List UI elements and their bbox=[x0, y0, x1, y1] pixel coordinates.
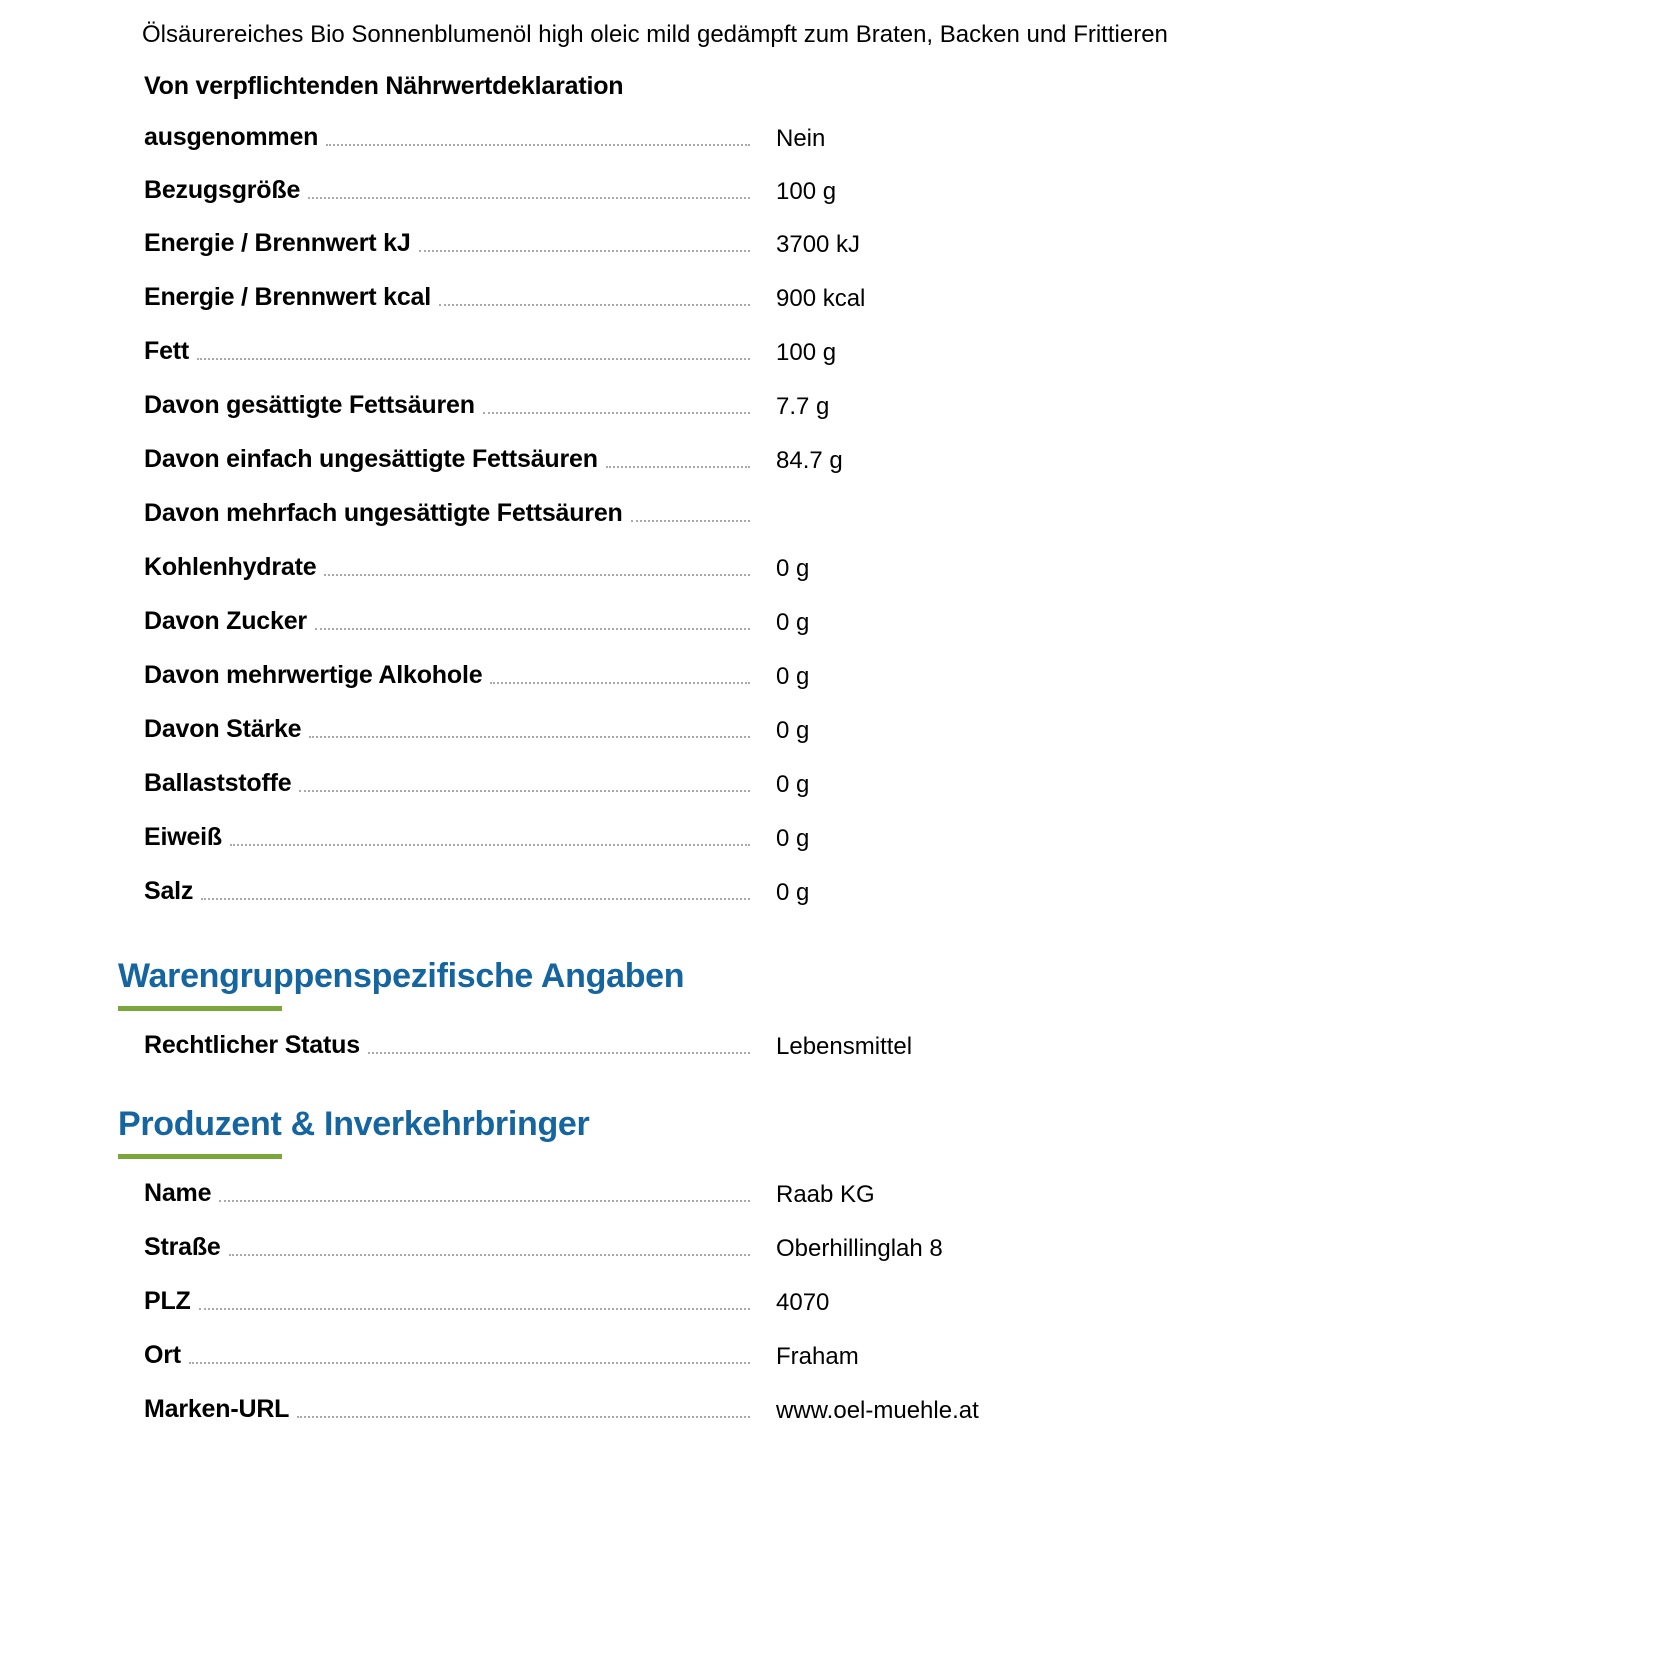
row-value: 100 g bbox=[776, 178, 837, 205]
leader-dots bbox=[606, 466, 750, 468]
produzent-row-plz bbox=[144, 1281, 1044, 1321]
nutrition-row-ausgenommen bbox=[144, 117, 1044, 157]
nutrition-row-kohlenhydrate bbox=[144, 547, 1044, 587]
nutrition-row-bezugsgroesse bbox=[144, 170, 1044, 210]
row-label: Ballaststoffe bbox=[144, 769, 292, 797]
leader-dots bbox=[201, 898, 750, 900]
nutrition-row-ballaststoffe bbox=[144, 763, 1044, 803]
leader-dots bbox=[315, 628, 750, 630]
brand-url-link[interactable]: www.oel-muehle.at bbox=[776, 1397, 979, 1424]
row-label: Salz bbox=[144, 877, 194, 905]
row-label: Kohlenhydrate bbox=[144, 553, 317, 581]
nutrition-row-fett bbox=[144, 331, 1044, 371]
row-value: 0 g bbox=[776, 879, 810, 906]
row-label: Davon mehrfach ungesättigte Fettsäuren bbox=[144, 499, 623, 527]
warengruppe-row-rechtlicher-status bbox=[144, 1025, 1044, 1065]
row-value: Nein bbox=[776, 125, 826, 152]
leader-dots bbox=[229, 1254, 750, 1256]
leader-dots bbox=[631, 520, 750, 522]
row-label: Davon gesättigte Fettsäuren bbox=[144, 391, 475, 419]
row-value: Oberhillinglah 8 bbox=[776, 1235, 943, 1262]
row-label: ausgenommen bbox=[144, 123, 319, 151]
nutrition-row-energie-kj bbox=[144, 223, 1044, 263]
row-value: 100 g bbox=[776, 339, 837, 366]
produzent-row-name bbox=[144, 1173, 1044, 1213]
nutrition-row-mehrfach-ungesaettigte bbox=[144, 493, 1044, 533]
product-subtitle: Ölsäurereiches Bio Sonnenblumenöl high oleic mild gedämpft zum Braten, Backen und Frittieren bbox=[142, 21, 1168, 48]
section-title-warengruppe: Warengruppenspezifische Angaben bbox=[118, 957, 685, 995]
produzent-row-strasse bbox=[144, 1227, 1044, 1267]
leader-dots bbox=[490, 682, 750, 684]
row-value: 0 g bbox=[776, 717, 810, 744]
nutrition-row-mehrwertige-alkohole bbox=[144, 655, 1044, 695]
section-title-produzent: Produzent & Inverkehrbringer bbox=[118, 1105, 590, 1143]
leader-dots bbox=[299, 790, 750, 792]
leader-dots bbox=[199, 1308, 750, 1310]
nutrition-row-zucker bbox=[144, 601, 1044, 641]
row-value: 7.7 g bbox=[776, 393, 830, 420]
nutrition-row-energie-kcal bbox=[144, 277, 1044, 317]
row-value: Fraham bbox=[776, 1343, 859, 1370]
leader-dots bbox=[219, 1200, 750, 1202]
row-label: Energie / Brennwert kcal bbox=[144, 283, 431, 311]
row-value: Raab KG bbox=[776, 1181, 875, 1208]
row-value: 900 kcal bbox=[776, 285, 866, 312]
row-label: Eiweiß bbox=[144, 823, 222, 851]
row-label: Straße bbox=[144, 1233, 221, 1261]
row-label: Davon Stärke bbox=[144, 715, 302, 743]
leader-dots bbox=[297, 1416, 750, 1418]
row-label: Energie / Brennwert kJ bbox=[144, 229, 411, 257]
produzent-row-marken-url bbox=[144, 1389, 1044, 1429]
nutrition-row-salz bbox=[144, 871, 1044, 911]
section-underline bbox=[118, 1006, 282, 1011]
leader-dots bbox=[230, 844, 750, 846]
row-label: PLZ bbox=[144, 1287, 191, 1315]
nutrition-row-eiweiss bbox=[144, 817, 1044, 857]
row-value: 4070 bbox=[776, 1289, 830, 1316]
row-label: Bezugsgröße bbox=[144, 176, 301, 204]
row-label: Marken-URL bbox=[144, 1395, 290, 1423]
row-value: Lebensmittel bbox=[776, 1033, 913, 1060]
leader-dots bbox=[483, 412, 750, 414]
row-label: Davon Zucker bbox=[144, 607, 307, 635]
row-value: 84.7 g bbox=[776, 447, 843, 474]
leader-dots bbox=[324, 574, 750, 576]
row-label: Davon einfach ungesättigte Fettsäuren bbox=[144, 445, 598, 473]
leader-dots bbox=[439, 304, 750, 306]
leader-dots bbox=[309, 736, 750, 738]
row-label: Rechtlicher Status bbox=[144, 1031, 360, 1059]
row-value: 0 g bbox=[776, 663, 810, 690]
leader-dots bbox=[308, 197, 750, 199]
section-underline bbox=[118, 1154, 282, 1159]
leader-dots bbox=[326, 144, 750, 146]
nutrition-row-einfach-ungesaettigte bbox=[144, 439, 1044, 479]
nutrition-heading: Von verpflichtenden Nährwertdeklaration bbox=[144, 72, 624, 100]
row-label: Fett bbox=[144, 337, 190, 365]
row-label: Davon mehrwertige Alkohole bbox=[144, 661, 483, 689]
row-value: 0 g bbox=[776, 825, 810, 852]
row-value: 3700 kJ bbox=[776, 231, 861, 258]
nutrition-row-gesaettigte bbox=[144, 385, 1044, 425]
row-value: 0 g bbox=[776, 555, 810, 582]
leader-dots bbox=[197, 358, 750, 360]
leader-dots bbox=[368, 1052, 750, 1054]
row-label: Ort bbox=[144, 1341, 181, 1369]
leader-dots bbox=[189, 1362, 750, 1364]
row-label: Name bbox=[144, 1179, 212, 1207]
leader-dots bbox=[419, 250, 750, 252]
produzent-row-ort bbox=[144, 1335, 1044, 1375]
nutrition-row-staerke bbox=[144, 709, 1044, 749]
row-value: 0 g bbox=[776, 771, 810, 798]
row-value: 0 g bbox=[776, 609, 810, 636]
